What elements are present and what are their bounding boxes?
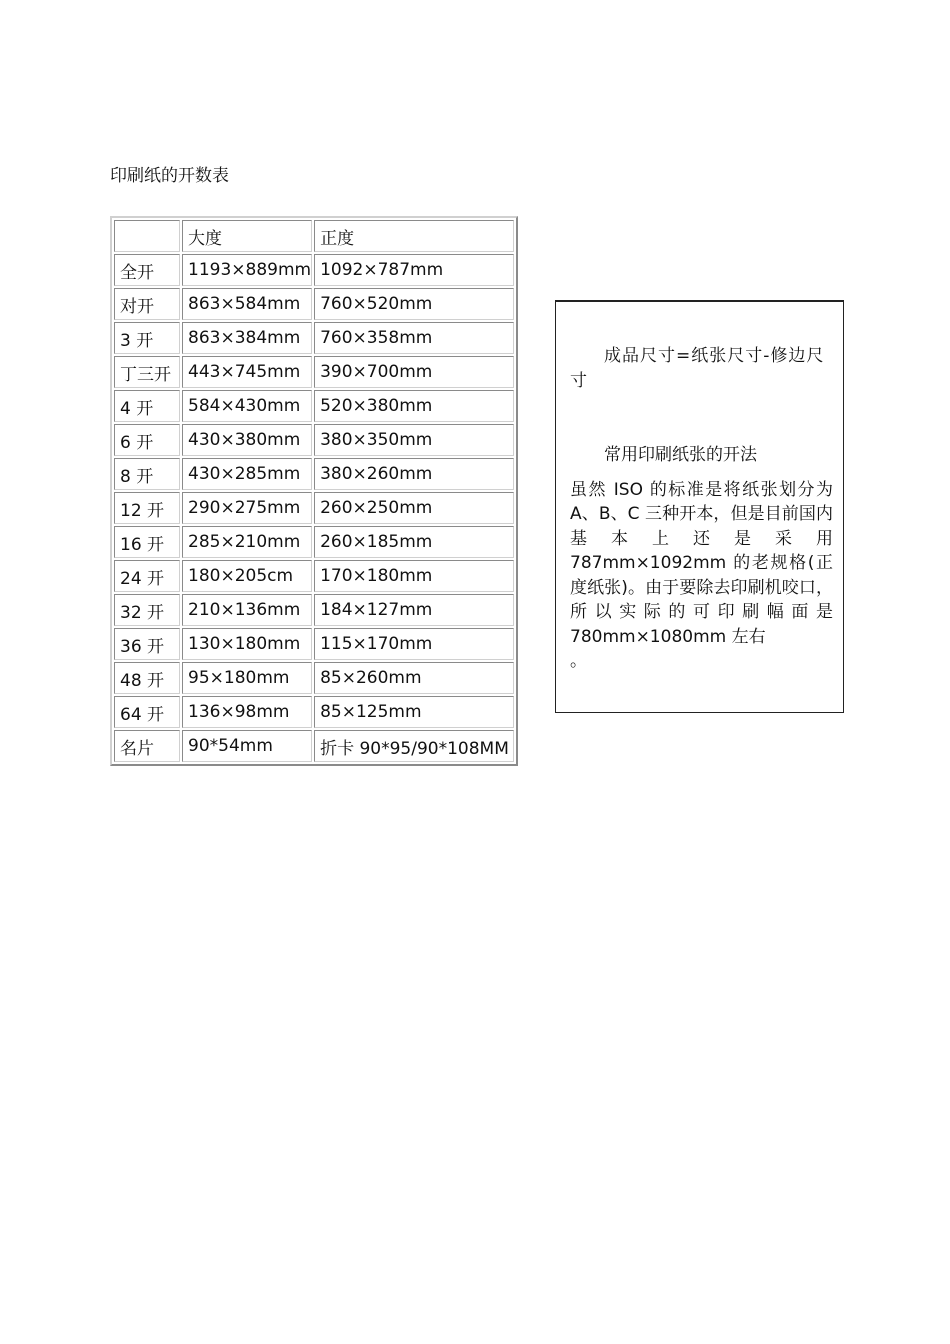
paper-size-table [110,216,518,766]
dadu-size-cell: 130×180mm [182,628,312,660]
size-name-cell: 丁三开 [114,356,180,388]
dadu-size-cell: 210×136mm [182,594,312,626]
dadu-size-cell: 430×380mm [182,424,312,456]
note-box [555,300,844,713]
zhengdu-size-cell: 760×520mm [314,288,514,320]
size-name-cell: 全开 [114,254,180,286]
size-formula: 成品尺寸=纸张尺寸-修边尺寸 [570,346,825,391]
zhengdu-size-cell: 85×125mm [314,696,514,728]
size-name-cell: 32 开 [114,594,180,626]
zhengdu-size-cell: 260×250mm [314,492,514,524]
table-header-cell [114,220,180,252]
table-row [114,730,514,762]
size-name-cell: 对开 [114,288,180,320]
dadu-size-cell: 180×205cm [182,560,312,592]
dadu-size-cell: 1193×889mm [182,254,312,286]
zhengdu-size-cell: 170×180mm [314,560,514,592]
size-name-cell: 16 开 [114,526,180,558]
table-row [114,696,514,728]
zhengdu-size-cell: 115×170mm [314,628,514,660]
zhengdu-size-cell: 1092×787mm [314,254,514,286]
zhengdu-size-cell: 380×350mm [314,424,514,456]
size-name-cell: 名片 [114,730,180,762]
dadu-size-cell: 90*54mm [182,730,312,762]
size-name-cell: 36 开 [114,628,180,660]
zhengdu-size-cell: 760×358mm [314,322,514,354]
table-row [114,492,514,524]
table-row [114,662,514,694]
table-header-cell: 大度 [182,220,312,252]
table-body [114,220,514,762]
table-row [114,458,514,490]
zhengdu-size-cell: 260×185mm [314,526,514,558]
table-row [114,288,514,320]
dadu-size-cell: 863×384mm [182,322,312,354]
size-name-cell: 48 开 [114,662,180,694]
zhengdu-size-cell: 85×260mm [314,662,514,694]
page-title: 印刷纸的开数表 [110,166,229,186]
table-row [114,390,514,422]
zhengdu-size-cell: 520×380mm [314,390,514,422]
zhengdu-size-cell: 390×700mm [314,356,514,388]
dadu-size-cell: 285×210mm [182,526,312,558]
dadu-size-cell: 290×275mm [182,492,312,524]
dadu-size-cell: 443×745mm [182,356,312,388]
size-name-cell: 3 开 [114,322,180,354]
size-name-cell: 6 开 [114,424,180,456]
dadu-size-cell: 863×584mm [182,288,312,320]
zhengdu-size-cell: 380×260mm [314,458,514,490]
method-heading: 常用印刷纸张的开法 [604,445,757,465]
table-header-cell: 正度 [314,220,514,252]
zhengdu-size-cell: 184×127mm [314,594,514,626]
table-row [114,560,514,592]
dadu-size-cell: 430×285mm [182,458,312,490]
table-row [114,628,514,660]
size-name-cell: 8 开 [114,458,180,490]
size-name-cell: 24 开 [114,560,180,592]
method-body-end-mark: 。 [570,651,587,671]
dadu-size-cell: 136×98mm [182,696,312,728]
table-row [114,594,514,626]
method-body-text: 虽然 ISO 的标准是将纸张划分为 A、B、C 三种开本，但是目前国内基本上还是采用 787mm×1092mm 的老规格(正度纸张)。由于要除去印刷机咬口，所以实际的可印刷幅面是 780mm×1080mm 左右 [570,479,833,647]
method-body [570,478,833,674]
table-row [114,526,514,558]
size-name-cell: 12 开 [114,492,180,524]
table-header-row [114,220,514,252]
table-row [114,254,514,286]
table-row [114,356,514,388]
dadu-size-cell: 95×180mm [182,662,312,694]
zhengdu-size-cell: 折卡 90*95/90*108MM [314,730,514,762]
dadu-size-cell: 584×430mm [182,390,312,422]
table-row [114,424,514,456]
table-row [114,322,514,354]
size-name-cell: 64 开 [114,696,180,728]
size-name-cell: 4 开 [114,390,180,422]
